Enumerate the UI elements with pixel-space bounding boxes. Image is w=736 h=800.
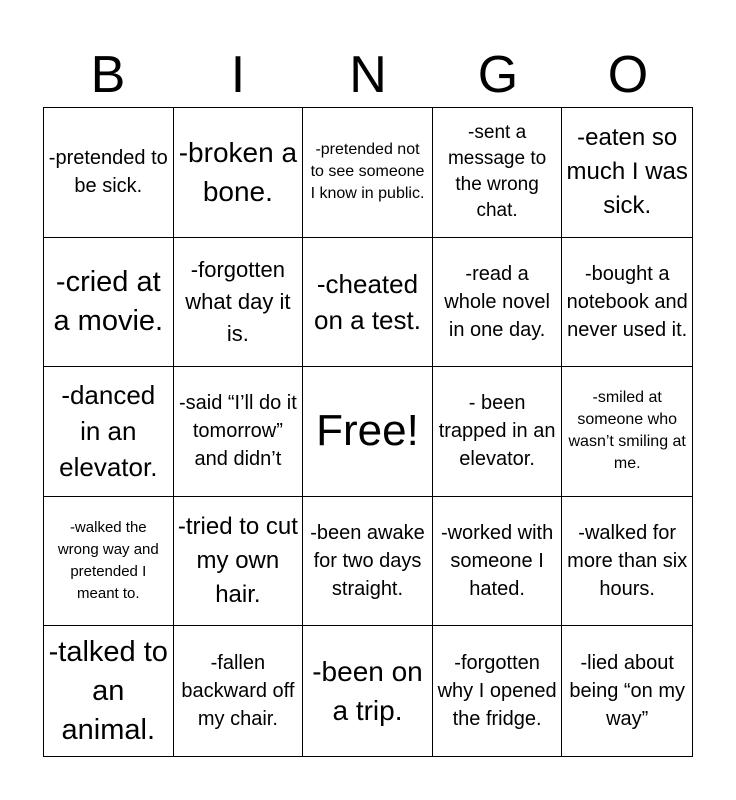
- cell-text: -pretended to be sick.: [48, 147, 168, 198]
- bingo-cell-5-3[interactable]: [303, 626, 433, 756]
- bingo-cell-1-5[interactable]: [562, 108, 692, 238]
- bingo-board: [43, 107, 693, 757]
- cell-text: -walked the wrong way and pretended I meant to.: [57, 519, 159, 603]
- cell-text: -bought a notebook and never used it.: [566, 262, 688, 341]
- cell-text: -fallen backward off my chair.: [181, 652, 295, 731]
- bingo-cell-2-1[interactable]: [44, 238, 174, 368]
- cell-text: -cheated on a test.: [314, 268, 421, 335]
- bingo-cell-3-1[interactable]: [44, 367, 174, 497]
- cell-text: -forgotten what day it is.: [185, 256, 291, 346]
- cell-text: -eaten so much I was sick.: [566, 124, 688, 220]
- bingo-cell-4-3[interactable]: [303, 497, 433, 627]
- cell-text: -danced in an elevator.: [59, 380, 158, 483]
- cell-text: -forgotten why I opened the fridge.: [437, 652, 557, 731]
- cell-text: - been trapped in an elevator.: [438, 392, 556, 471]
- cell-text: -read a whole novel in one day.: [444, 262, 550, 341]
- bingo-cell-4-1[interactable]: [44, 497, 174, 627]
- cell-text: -cried at a movie.: [53, 265, 164, 337]
- header-letter-o: O: [607, 46, 649, 104]
- header-letter-b: B: [90, 46, 126, 104]
- bingo-cell-1-2[interactable]: [174, 108, 304, 238]
- bingo-cell-5-1[interactable]: [44, 626, 174, 756]
- cell-text: -been on a trip.: [312, 656, 423, 727]
- bingo-cell-2-5[interactable]: [562, 238, 692, 368]
- bingo-cell-3-3[interactable]: [303, 367, 433, 497]
- cell-text: -walked for more than six hours.: [567, 522, 688, 601]
- bingo-cell-2-2[interactable]: [174, 238, 304, 368]
- bingo-cell-2-4[interactable]: [433, 238, 563, 368]
- cell-text: -worked with someone I hated.: [440, 522, 554, 601]
- cell-text: -been awake for two days straight.: [310, 522, 425, 601]
- bingo-cell-1-1[interactable]: [44, 108, 174, 238]
- cell-text: -lied about being “on my way”: [569, 652, 685, 731]
- free-space-text: Free!: [316, 406, 419, 456]
- bingo-cell-4-5[interactable]: [562, 497, 692, 627]
- bingo-cell-1-3[interactable]: [303, 108, 433, 238]
- cell-text: -sent a message to the wrong chat.: [447, 122, 547, 222]
- bingo-cell-5-2[interactable]: [174, 626, 304, 756]
- cell-text: -pretended not to see someone I know in public.: [310, 141, 425, 203]
- bingo-cell-5-5[interactable]: [562, 626, 692, 756]
- bingo-cell-3-4[interactable]: [433, 367, 563, 497]
- bingo-header: [43, 42, 693, 108]
- bingo-cell-4-4[interactable]: [433, 497, 563, 627]
- cell-text: -broken a bone.: [178, 137, 298, 208]
- header-letter-i: I: [230, 46, 246, 104]
- bingo-cell-3-2[interactable]: [174, 367, 304, 497]
- bingo-cell-5-4[interactable]: [433, 626, 563, 756]
- cell-text: -talked to an animal.: [48, 635, 168, 746]
- cell-text: -said “I’ll do it tomorrow” and didn’t: [178, 392, 297, 471]
- bingo-cell-3-5[interactable]: [562, 367, 692, 497]
- bingo-cell-1-4[interactable]: [433, 108, 563, 238]
- cell-text: -smiled at someone who wasn’t smiling at me.: [568, 389, 686, 473]
- header-letter-g: G: [477, 46, 519, 104]
- bingo-cell-2-3[interactable]: [303, 238, 433, 368]
- header-letter-n: N: [349, 46, 387, 104]
- cell-text: -tried to cut my own hair.: [177, 513, 298, 609]
- bingo-cell-4-2[interactable]: [174, 497, 304, 627]
